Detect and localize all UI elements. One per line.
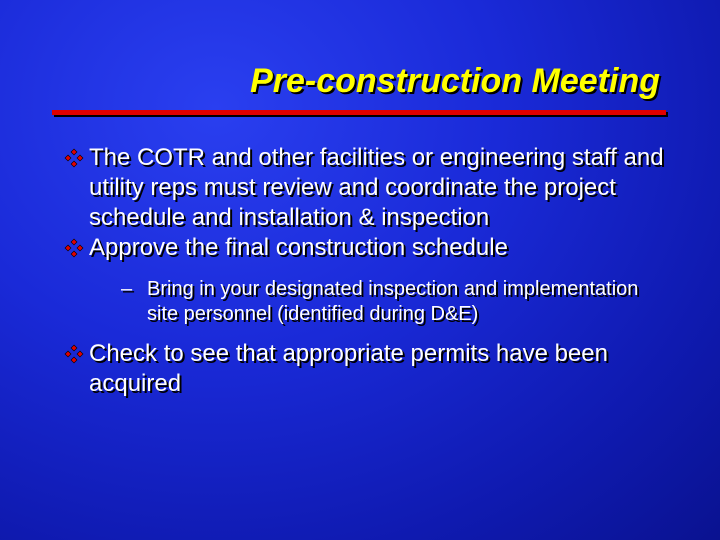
red-diamond-quad-icon (64, 148, 84, 168)
title-underline-rule (52, 110, 666, 115)
sub-bullet-list (89, 277, 664, 327)
bullet-list (64, 143, 664, 399)
bullet-text: Approve the final construction schedule (89, 234, 508, 261)
bullet-item (64, 143, 664, 233)
red-diamond-quad-icon (64, 344, 84, 364)
sub-bullet-item (121, 277, 664, 327)
bullet-text: The COTR and other facilities or engineering staff and utility reps must review and coordinate the project schedule and installation & inspection (89, 144, 664, 231)
bullet-item (64, 233, 664, 327)
slide-title: Pre-construction Meeting (250, 62, 660, 100)
bullet-text: Check to see that appropriate permits have been acquired (89, 340, 608, 397)
red-diamond-quad-icon (64, 238, 84, 258)
dash-marker: – (121, 278, 133, 300)
bullet-item (64, 339, 664, 399)
sub-bullet-text: Bring in your designated inspection and implementation site personnel (identified during D&E) (147, 278, 639, 325)
